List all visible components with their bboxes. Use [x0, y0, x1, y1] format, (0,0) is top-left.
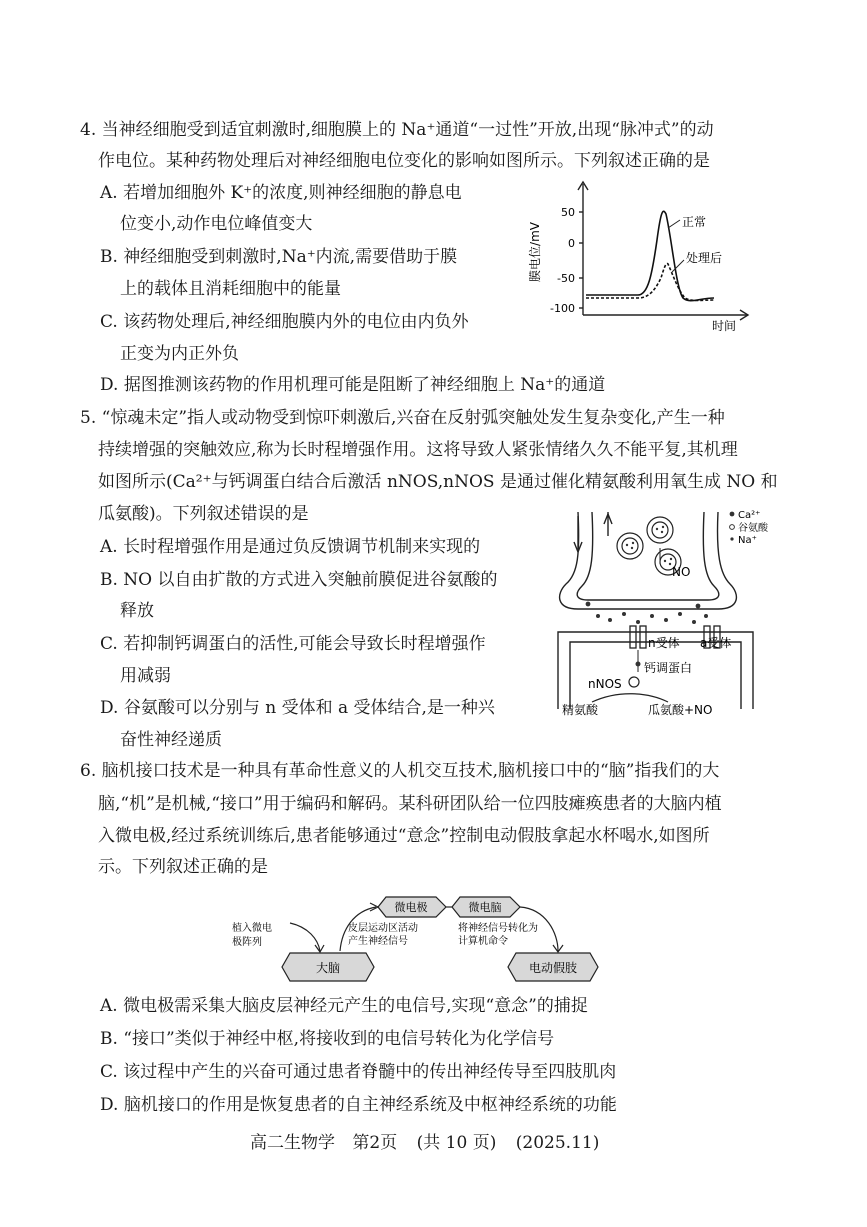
- q6-option-a: A. 微电极需采集大脑皮层神经元产生的电信号,实现“意念”的捕捉: [100, 996, 588, 1016]
- q6-option-c: C. 该过程中产生的兴奋可通过患者脊髓中的传出神经传导至四肢肌肉: [100, 1062, 617, 1082]
- prosthesis-box: 电动假肢: [528, 961, 578, 975]
- tick-0: 0: [568, 237, 575, 250]
- nnos-label: nNOS: [588, 677, 622, 691]
- footer-total: (共 10 页): [416, 1133, 497, 1153]
- graph-x-label: 时间: [712, 319, 737, 333]
- q4-option-a-cont: 位变小,动作电位峰值变大: [120, 214, 313, 234]
- n-receptor-label: n受体: [648, 636, 680, 650]
- cortex-line2: 产生神经信号: [348, 936, 408, 947]
- graph-y-label: 膜电位/mV: [528, 222, 542, 282]
- footer-page: 第2页: [352, 1133, 398, 1153]
- q5-option-d: D. 谷氨酸可以分别与 n 受体和 a 受体结合,是一种兴: [100, 698, 495, 718]
- q5-stem-line1: 5. “惊魂未定”指人或动物受到惊吓刺激后,兴奋在反射弧突触处发生复杂变化,产生一种: [80, 408, 725, 428]
- implant-line2: 极阵列: [232, 937, 262, 948]
- q4-stem-line2: 作电位。某种药物处理后对神经细胞电位变化的影响如图所示。下列叙述正确的是: [98, 151, 710, 171]
- cortex-line1: 皮层运动区活动: [348, 923, 418, 934]
- footer-subject: 高二生物学: [250, 1133, 335, 1153]
- microcomputer-box: 微电脑: [468, 901, 502, 914]
- legend-na: Na⁺: [738, 535, 757, 546]
- footer-date: (2025.11): [515, 1133, 600, 1153]
- q5-stem-line4: 瓜氨酸)。下列叙述错误的是: [98, 504, 309, 524]
- implant-line1: 植入微电: [232, 923, 272, 934]
- q4-option-b: B. 神经细胞受到刺激时,Na⁺内流,需要借助于膜: [100, 247, 458, 267]
- q5-stem-line2: 持续增强的突触效应,称为长时程增强作用。这将导致人紧张情绪久久不能平复,其机理: [98, 440, 738, 460]
- q5-option-c: C. 若抑制钙调蛋白的活性,可能会导致长时程增强作: [100, 634, 486, 654]
- bci-flow-diagram: [228, 893, 648, 989]
- convert-line2: 计算机命令: [458, 936, 508, 947]
- q6-stem-line3: 入微电极,经过系统训练后,患者能够通过“意念”控制电动假肢拿起水杯喝水,如图所: [98, 826, 710, 846]
- tick-neg100: -100: [550, 302, 575, 315]
- q6-stem-line2: 脑,“机”是机械,“接口”用于编码和解码。某科研团队给一位四肢瘫痪患者的大脑内植: [98, 794, 722, 814]
- q6-option-b: B. “接口”类似于神经中枢,将接收到的电信号转化为化学信号: [100, 1029, 555, 1049]
- q4-option-c-cont: 正变为内正外负: [120, 344, 239, 364]
- q4-option-a: A. 若增加细胞外 K⁺的浓度,则神经细胞的静息电: [100, 183, 462, 203]
- q5-option-a: A. 长时程增强作用是通过负反馈调节机制来实现的: [100, 537, 481, 557]
- q5-stem-line3: 如图所示(Ca²⁺与钙调蛋白结合后激活 nNOS,nNOS 是通过催化精氨酸利用氧生成 NO 和: [98, 472, 778, 492]
- synapse-diagram: [548, 504, 773, 722]
- legend-treated: 处理后: [686, 251, 723, 265]
- q6-stem-line1: 6. 脑机接口技术是一种具有革命性意义的人机交互技术,脑机接口中的“脑”指我们的大: [80, 761, 720, 781]
- brain-box: 大脑: [315, 961, 341, 975]
- q4-stem-line1: 4. 当神经细胞受到适宜刺激时,细胞膜上的 Na⁺通道“一过性”开放,出现“脉冲式”的动: [80, 120, 714, 140]
- a-receptor-label: a受体: [700, 636, 732, 650]
- legend-glutamate: 谷氨酸: [738, 523, 768, 534]
- tick-neg50: -50: [557, 272, 575, 285]
- arginine-label: 精氨酸: [562, 703, 599, 717]
- q5-option-c-cont: 用减弱: [120, 666, 171, 686]
- microelectrode-box: 微电极: [394, 901, 428, 914]
- q5-option-d-cont: 奋性神经递质: [120, 730, 222, 750]
- membrane-potential-graph: [520, 180, 760, 338]
- q4-option-d: D. 据图推测该药物的作用机理可能是阻断了神经细胞上 Na⁺的通道: [100, 375, 606, 395]
- convert-line1: 将神经信号转化为: [458, 923, 538, 934]
- q5-option-b-cont: 释放: [120, 601, 154, 621]
- tick-50: 50: [561, 206, 575, 219]
- q4-option-b-cont: 上的载体且消耗细胞中的能量: [120, 279, 341, 299]
- page-footer: [250, 1128, 599, 1153]
- no-label: NO: [672, 565, 691, 579]
- q6-option-d: D. 脑机接口的作用是恢复患者的自主神经系统及中枢神经系统的功能: [100, 1095, 617, 1115]
- legend-normal: 正常: [682, 215, 707, 229]
- citrulline-label: 瓜氨酸+NO: [648, 703, 713, 717]
- q6-stem-line4: 示。下列叙述正确的是: [98, 857, 268, 877]
- calmodulin-label: 钙调蛋白: [644, 661, 693, 675]
- q4-option-c: C. 该药物处理后,神经细胞膜内外的电位由内负外: [100, 312, 469, 332]
- legend-ca: Ca²⁺: [738, 510, 761, 521]
- q5-option-b: B. NO 以自由扩散的方式进入突触前膜促进谷氨酸的: [100, 570, 498, 590]
